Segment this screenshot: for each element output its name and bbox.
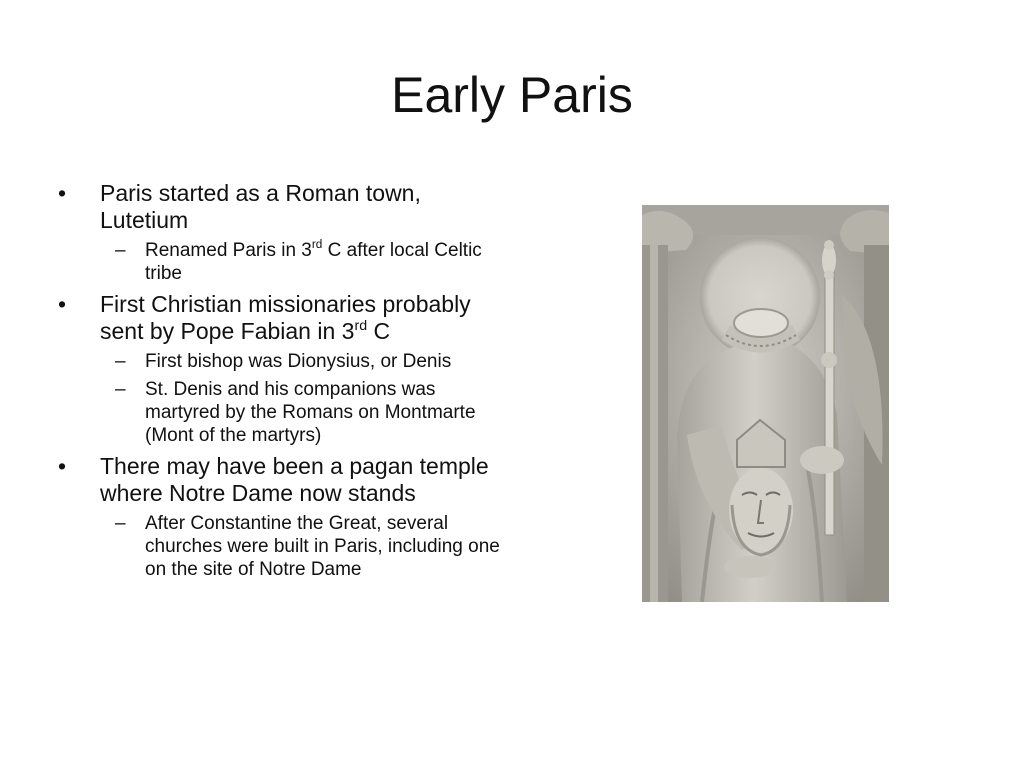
sub-bullet-text: St. Denis and his companions was martyred by the Romans on Montmarte (Mont of the martyrs) [145, 379, 476, 446]
bullet-text: Paris started as a Roman town, Lutetium [100, 180, 421, 233]
bullet-list [58, 180, 508, 581]
bullet-item [58, 180, 508, 234]
statue-photo [642, 205, 889, 602]
slide-title: Early Paris [391, 67, 633, 123]
bullet-text: There may have been a pagan temple where Notre Dame now stands [100, 453, 489, 506]
bullet-text-end: C [367, 318, 391, 344]
sub-bullet-text: First bishop was Dionysius, or Denis [145, 351, 452, 372]
bullet-text-start: First Christian missionaries probably sent by Pope Fabian in 3 [100, 291, 471, 344]
ordinal-suffix: rd [354, 317, 368, 334]
sub-bullet-marker: – [115, 240, 126, 261]
sub-bullet-marker: – [115, 351, 126, 372]
bullet-marker: • [58, 291, 67, 317]
sub-bullet-item [58, 350, 508, 373]
sub-bullet-item [58, 378, 508, 447]
sub-bullet-marker: – [115, 513, 126, 534]
bullet-item [58, 291, 508, 345]
ordinal-suffix: rd [311, 238, 323, 252]
statue-of-saint-denis-holding-head-icon [642, 205, 889, 602]
sub-bullet-text-end: C after local Celtic tribe [145, 240, 482, 284]
bullet-marker: • [58, 453, 67, 479]
sub-bullet-text-start: Renamed Paris in 3 [145, 240, 312, 261]
bullet-item [58, 453, 508, 507]
sub-bullet-text: After Constantine the Great, several churches were built in Paris, including one on the site of Notre Dame [145, 513, 500, 580]
sub-bullet-marker: – [115, 379, 126, 400]
sub-bullet-item [58, 512, 508, 581]
sub-bullet-item [58, 239, 508, 285]
bullet-marker: • [58, 180, 67, 206]
